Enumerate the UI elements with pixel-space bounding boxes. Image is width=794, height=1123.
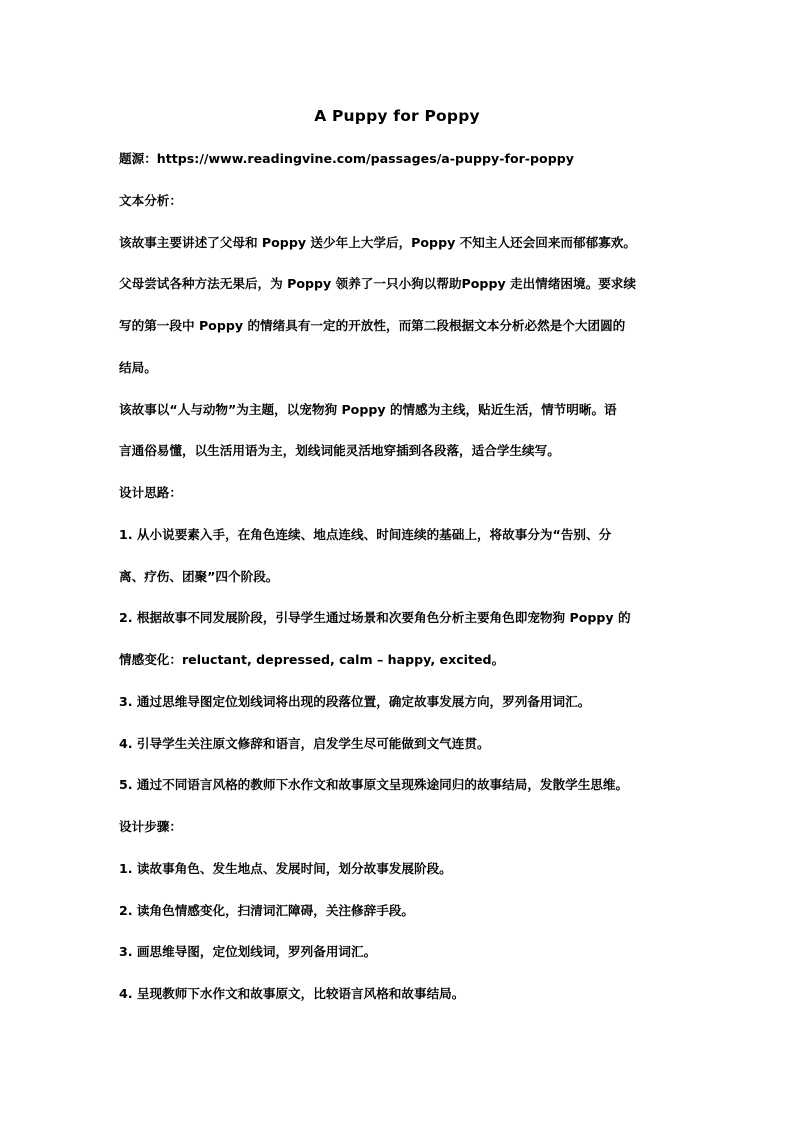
list-item-line: 离、疗伤、团聚”四个阶段。 <box>119 568 279 584</box>
list-item-line: 3. 通过思维导图定位划线词将出现的段落位置，确定故事发展方向，罗列备用词汇。 <box>119 693 591 709</box>
list-item-line: 2. 根据故事不同发展阶段，引导学生通过场景和次要角色分析主要角色即宠物狗 Poppy 的 <box>119 610 631 626</box>
section-heading-design-ideas: 设计思路： <box>119 485 182 500</box>
list-item-line: 4. 引导学生关注原文修辞和语言，启发学生尽可能做到文气连贯。 <box>119 735 490 751</box>
list-item-line: 1. 从小说要素入手，在角色连续、地点连线、时间连续的基础上，将故事分为“告别、分 <box>119 526 612 542</box>
paragraph-line: 言通俗易懂，以生活用语为主，划线词能灵活地穿插到各段落，适合学生续写。 <box>119 443 560 459</box>
list-item-line: 2. 读角色情感变化，扫清词汇障碍，关注修辞手段。 <box>119 902 414 918</box>
list-item-line: 1. 读故事角色、发生地点、发展时间，划分故事发展阶段。 <box>119 860 452 876</box>
source-line: 题源：https://www.readingvine.com/passages/a-puppy-for-poppy <box>119 151 574 166</box>
section-heading-text-analysis: 文本分析： <box>119 192 182 208</box>
document-body <box>119 149 689 1026</box>
paragraph-line: 该故事主要讲述了父母和 Poppy 送少年上大学后，Poppy 不知主人还会回来而郁郁寡欢。 <box>119 234 636 250</box>
list-item-line: 5. 通过不同语言风格的教师下水作文和故事原文呈现殊途同归的故事结局，发散学生思维。 <box>119 777 629 793</box>
list-item-line: 3. 画思维导图，定位划线词，罗列备用词汇。 <box>119 944 377 960</box>
paragraph-line: 父母尝试各种方法无果后，为 Poppy 领养了一只小狗以帮助Poppy 走出情绪困境。要求续 <box>119 276 636 292</box>
document-title: A Puppy for Poppy <box>314 107 480 125</box>
paragraph-line: 结局。 <box>119 359 157 375</box>
paragraph-line: 该故事以“人与动物”为主题，以宠物狗 Poppy 的情感为主线，贴近生活，情节明晰。语 <box>119 401 617 417</box>
list-item-line: 4. 呈现教师下水作文和故事原文，比较语言风格和故事结局。 <box>119 986 465 1001</box>
section-heading-design-steps: 设计步骤： <box>119 819 182 834</box>
paragraph-line: 写的第一段中 Poppy 的情绪具有一定的开放性，而第二段根据文本分析必然是个大团圆的 <box>119 318 626 333</box>
list-item-line: 情感变化：reluctant, depressed, calm – happy, excited。 <box>119 652 505 667</box>
